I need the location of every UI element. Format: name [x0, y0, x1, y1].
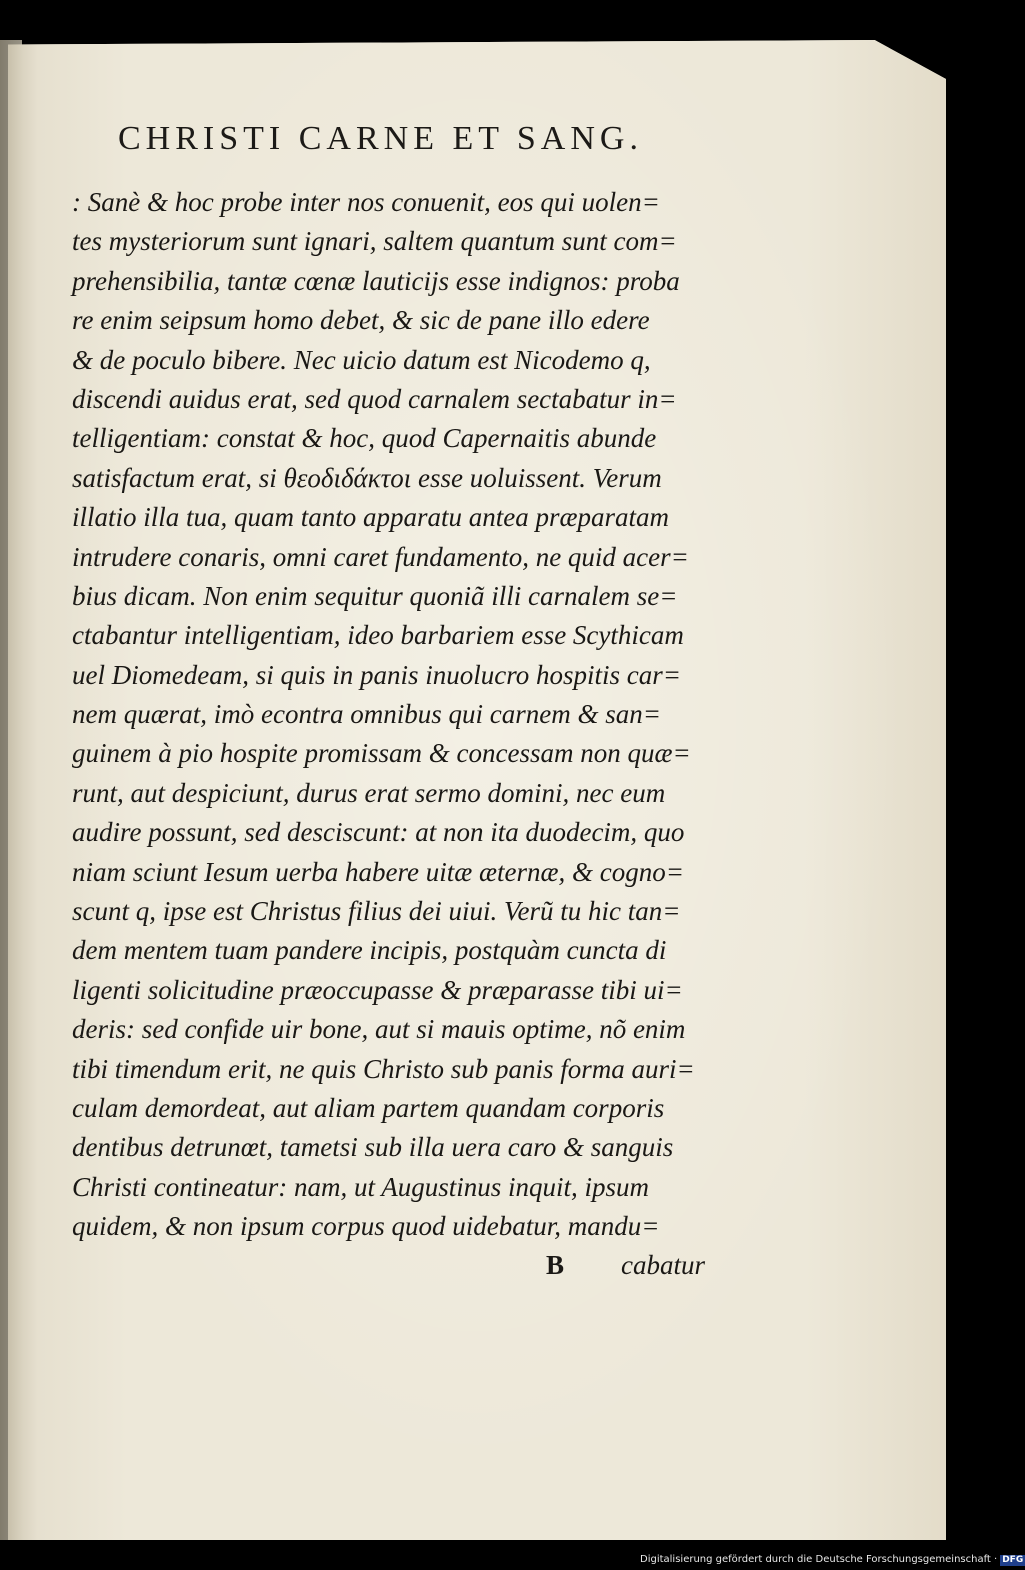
text-line: tes mysteriorum sunt ignari, saltem quantum sunt com=	[72, 226, 677, 257]
text-line: illatio illa tua, quam tanto apparatu antea præparatam	[72, 502, 670, 533]
body-text	[72, 183, 712, 1247]
text-line: culam demordeat, aut aliam partem quandam corporis	[72, 1092, 665, 1123]
dfg-logo: DFG	[1002, 1555, 1024, 1565]
catchword: cabatur	[621, 1250, 705, 1280]
running-head: CHRISTI CARNE ET SANG.	[118, 120, 643, 157]
text-line: telligentiam: constat & hoc, quod Capernaitis abunde	[72, 423, 657, 454]
page-gutter-shadow	[0, 40, 22, 1540]
text-line: niam sciunt Iesum uerba habere uitæ æternæ, & cogno=	[72, 856, 684, 887]
text-line: re enim seipsum homo debet, & sic de pane illo edere	[72, 305, 650, 336]
text-line: audire possunt, sed desciscunt: at non ita duodecim, quo	[72, 817, 685, 848]
text-line: prehensibilia, tantæ cœnæ lauticijs esse indignos: proba	[72, 265, 680, 296]
text-line: satisfactum erat, si θεοδιδάκτοι esse uoluissent. Verum	[72, 462, 662, 493]
text-line: uel Diomedeam, si quis in panis inuolucro hospitis car=	[72, 659, 681, 690]
text-line: guinem à pio hospite promissam & concessam non quæ=	[72, 738, 691, 769]
text-line: bius dicam. Non enim sequitur quoniã illi carnalem se=	[72, 580, 678, 611]
text-line: runt, aut despiciunt, durus erat sermo domini, nec eum	[72, 777, 666, 808]
text-line: intrudere conaris, omni caret fundamento, ne quid acer=	[72, 541, 689, 572]
text-line: nem quærat, imò econtra omnibus qui carnem & san=	[72, 699, 661, 730]
text-line: ctabantur intelligentiam, ideo barbariem esse Scythicam	[72, 620, 684, 651]
text-line: quidem, & non ipsum corpus quod uidebatur, mandu=	[72, 1211, 660, 1242]
text-line: Christi contineatur: nam, ut Augustinus inquit, ipsum	[72, 1171, 650, 1202]
text-line: deris: sed confide uir bone, aut si mauis optime, nõ enim	[72, 1014, 686, 1045]
text-line: scunt q, ipse est Christus filius dei uiui. Verũ tu hic tan=	[72, 896, 681, 927]
text-line: ligenti solicitudine præoccupasse & præparasse tibi ui=	[72, 974, 683, 1005]
text-line: : Sanè & hoc probe inter nos conuenit, eos qui uolen=	[72, 187, 660, 217]
text-line: dentibus detrunœt, tametsi sub illa uera caro & sanguis	[72, 1132, 674, 1163]
text-line: discendi auidus erat, sed quod carnalem sectabatur in=	[72, 383, 677, 414]
signature-mark: B	[546, 1250, 565, 1280]
credit-text: Digitalisierung gefördert durch die Deutsche Forschungsgemeinschaft ·	[640, 1554, 998, 1565]
text-line: tibi timendum erit, ne quis Christo sub panis forma auri=	[72, 1053, 695, 1084]
digitization-credit	[640, 1553, 1024, 1567]
text-line: & de poculo bibere. Nec uicio datum est Nicodemo q,	[72, 344, 651, 375]
text-line: dem mentem tuam pandere incipis, postquàm cuncta di	[72, 935, 667, 966]
